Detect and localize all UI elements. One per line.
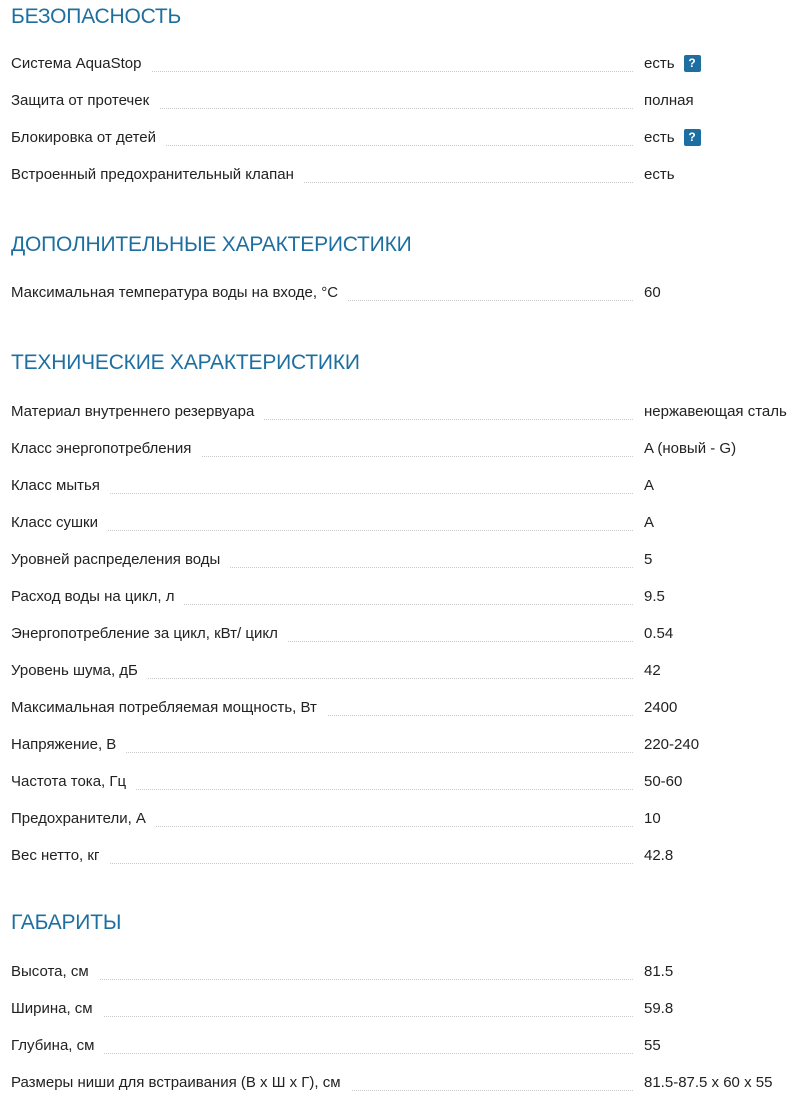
spec-row-fuses — [0, 803, 804, 840]
spec-value-wrap — [644, 477, 654, 494]
spec-label: Предохранители, А — [11, 810, 156, 827]
spec-label: Максимальная потребляемая мощность, Вт — [11, 699, 327, 716]
section-tech — [0, 348, 804, 378]
section-title-tech: ТЕХНИЧЕСКИЕ ХАРАКТЕРИСТИКИ — [11, 351, 360, 374]
spec-label: Напряжение, В — [11, 736, 126, 753]
spec-label: Уровень шума, дБ — [11, 662, 148, 679]
spec-value-wrap — [644, 773, 682, 790]
spec-value-wrap — [644, 963, 673, 980]
rows-dims — [0, 956, 804, 1104]
spec-label: Вес нетто, кг — [11, 847, 109, 864]
spec-value-wrap — [644, 847, 673, 864]
spec-row-safety-valve — [0, 159, 804, 196]
spec-label: Уровней распределения воды — [11, 551, 230, 568]
spec-row-tank-material — [0, 396, 804, 433]
spec-value-wrap — [644, 55, 701, 72]
spec-row-energy-class — [0, 433, 804, 470]
spec-value: 42.8 — [644, 847, 674, 864]
spec-row-energy-per-cycle — [0, 618, 804, 655]
spec-value-wrap — [644, 514, 654, 531]
spec-label: Встроенный предохранительный клапан — [11, 166, 304, 183]
spec-label: Класс мытья — [11, 477, 110, 494]
spec-value: 59.8 — [644, 1000, 674, 1017]
spec-row-aquastop — [0, 48, 804, 85]
spec-value: 0.54 — [644, 625, 674, 642]
spec-label: Размеры ниши для встраивания (В х Ш х Г), см — [11, 1074, 351, 1091]
spec-row-width — [0, 993, 804, 1030]
rows-safety — [0, 48, 804, 196]
spec-value: 9.5 — [644, 588, 665, 605]
spec-value-wrap — [644, 284, 661, 301]
section-dims — [0, 908, 804, 938]
spec-label: Расход воды на цикл, л — [11, 588, 184, 605]
spec-value-wrap — [644, 810, 661, 827]
spec-value: A (новый - G) — [644, 440, 737, 457]
spec-value: 10 — [644, 810, 661, 827]
spec-label: Максимальная температура воды на входе, °C — [11, 284, 348, 301]
spec-row-frequency — [0, 766, 804, 803]
spec-value: есть — [644, 129, 675, 146]
spec-value-wrap — [644, 662, 661, 679]
spec-value: 220-240 — [644, 736, 700, 753]
section-title-dims: ГАБАРИТЫ — [11, 911, 122, 934]
spec-value-wrap — [644, 625, 673, 642]
spec-value-wrap — [644, 1037, 661, 1054]
spec-value: A — [644, 477, 655, 494]
spec-label: Частота тока, Гц — [11, 773, 136, 790]
spec-value: нержавеющая сталь — [644, 403, 787, 420]
spec-value: 50-60 — [644, 773, 683, 790]
spec-value-wrap — [644, 1000, 673, 1017]
spec-value: есть — [644, 166, 675, 183]
spec-value: 2400 — [644, 699, 678, 716]
spec-value: 42 — [644, 662, 661, 679]
spec-value-wrap — [644, 440, 736, 457]
spec-value-wrap — [644, 92, 694, 109]
spec-row-water-per-cycle — [0, 581, 804, 618]
spec-value-wrap — [644, 736, 699, 753]
spec-value-wrap — [644, 551, 652, 568]
spec-row-spray-levels — [0, 544, 804, 581]
spec-value-wrap — [644, 1074, 772, 1091]
spec-row-noise-level — [0, 655, 804, 692]
spec-value: 60 — [644, 284, 661, 301]
spec-value: A — [644, 514, 655, 531]
section-extra — [0, 230, 804, 260]
rows-extra — [0, 277, 804, 314]
spec-row-niche-size — [0, 1067, 804, 1104]
section-title-safety: БЕЗОПАСНОСТЬ — [11, 5, 182, 28]
spec-value-wrap — [644, 588, 665, 605]
section-safety — [0, 2, 804, 32]
spec-row-max-inlet-temp — [0, 277, 804, 314]
spec-row-wash-class — [0, 470, 804, 507]
spec-row-net-weight — [0, 840, 804, 877]
rows-tech — [0, 396, 804, 877]
spec-value: 55 — [644, 1037, 661, 1054]
dotted-leader — [11, 1016, 633, 1017]
spec-label: Блокировка от детей — [11, 129, 166, 146]
spec-row-child-lock — [0, 122, 804, 159]
spec-row-voltage — [0, 729, 804, 766]
spec-value: 81.5-87.5 x 60 x 55 — [644, 1074, 773, 1091]
spec-row-depth — [0, 1030, 804, 1067]
spec-row-max-power — [0, 692, 804, 729]
spec-label: Защита от протечек — [11, 92, 159, 109]
help-icon[interactable]: ? — [684, 129, 701, 146]
spec-value-wrap — [644, 699, 677, 716]
spec-value: 5 — [644, 551, 653, 568]
spec-row-height — [0, 956, 804, 993]
spec-value: есть — [644, 55, 675, 72]
spec-label: Глубина, см — [11, 1037, 104, 1054]
spec-value: 81.5 — [644, 963, 674, 980]
section-title-extra: ДОПОЛНИТЕЛЬНЫЕ ХАРАКТЕРИСТИКИ — [11, 233, 412, 256]
spec-value-wrap — [644, 129, 701, 146]
spec-value-wrap — [644, 166, 675, 183]
spec-label: Класс энергопотребления — [11, 440, 201, 457]
spec-value-wrap — [644, 403, 787, 420]
spec-label: Энергопотребление за цикл, кВт/ цикл — [11, 625, 288, 642]
spec-label: Ширина, см — [11, 1000, 103, 1017]
dotted-leader — [11, 979, 633, 980]
spec-row-leak-protection — [0, 85, 804, 122]
spec-row-dry-class — [0, 507, 804, 544]
spec-label: Класс сушки — [11, 514, 108, 531]
spec-value: полная — [644, 92, 694, 109]
help-icon[interactable]: ? — [684, 55, 701, 72]
spec-label: Материал внутреннего резервуара — [11, 403, 264, 420]
spec-label: Система AquaStop — [11, 55, 151, 72]
spec-label: Высота, см — [11, 963, 99, 980]
